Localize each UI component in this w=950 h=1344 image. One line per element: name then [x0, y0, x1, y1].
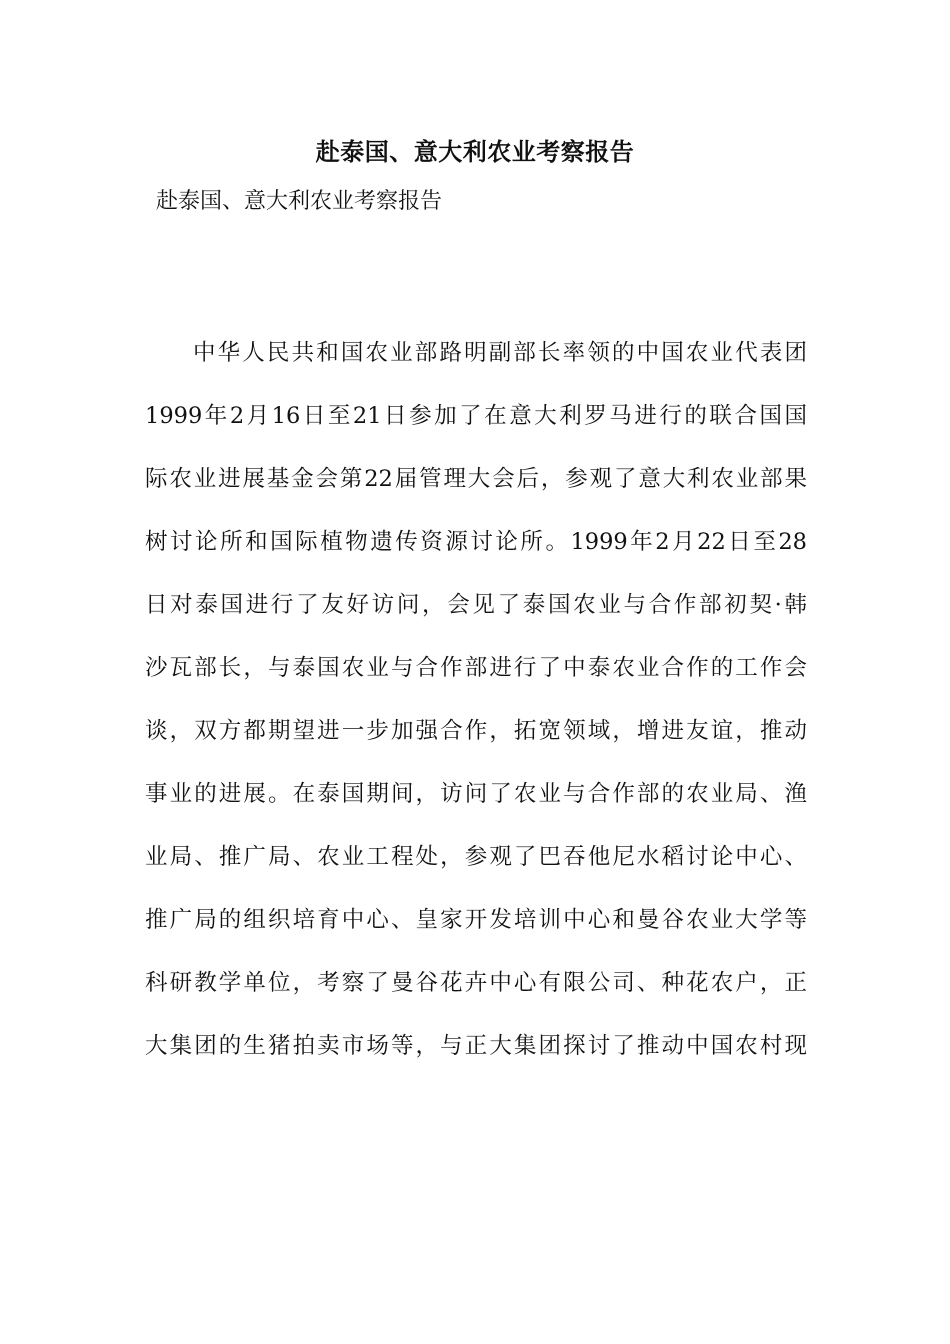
paragraph-line: 际农业进展基金会第22届管理大会后，参观了意大利农业部果 — [145, 466, 807, 492]
paragraph-line: 1999年2月16日至21日参加了在意大利罗马进行的联合国国 — [145, 403, 807, 429]
paragraph-line: 推广局的组织培育中心、皇家开发培训中心和曼谷农业大学等 — [145, 907, 807, 933]
paragraph-line: 科研教学单位，考察了曼谷花卉中心有限公司、种花农户，正 — [145, 970, 807, 996]
paragraph-line: 日对泰国进行了友好访问，会见了泰国农业与合作部初契·韩 — [145, 592, 807, 618]
paragraph-line: 业局、推广局、农业工程处，参观了巴吞他尼水稻讨论中心、 — [145, 844, 807, 870]
paragraph-line: 事业的进展。在泰国期间，访问了农业与合作部的农业局、渔 — [145, 781, 807, 807]
body-paragraph — [145, 330, 807, 1086]
paragraph-line: 大集团的生猪拍卖市场等，与正大集团探讨了推动中国农村现 — [145, 1033, 807, 1059]
paragraph-line: 沙瓦部长，与泰国农业与合作部进行了中泰农业合作的工作会 — [145, 655, 807, 681]
paragraph-line: 中华人民共和国农业部路明副部长率领的中国农业代表团 — [193, 340, 807, 366]
document-subtitle: 赴泰国、意大利农业考察报告 — [156, 189, 443, 214]
document-title: 赴泰国、意大利农业考察报告 — [315, 137, 635, 166]
paragraph-line: 树讨论所和国际植物遗传资源讨论所。1999年2月22日至28 — [145, 529, 807, 555]
paragraph-line: 谈，双方都期望进一步加强合作，拓宽领域，增进友谊，推动 — [145, 718, 807, 744]
